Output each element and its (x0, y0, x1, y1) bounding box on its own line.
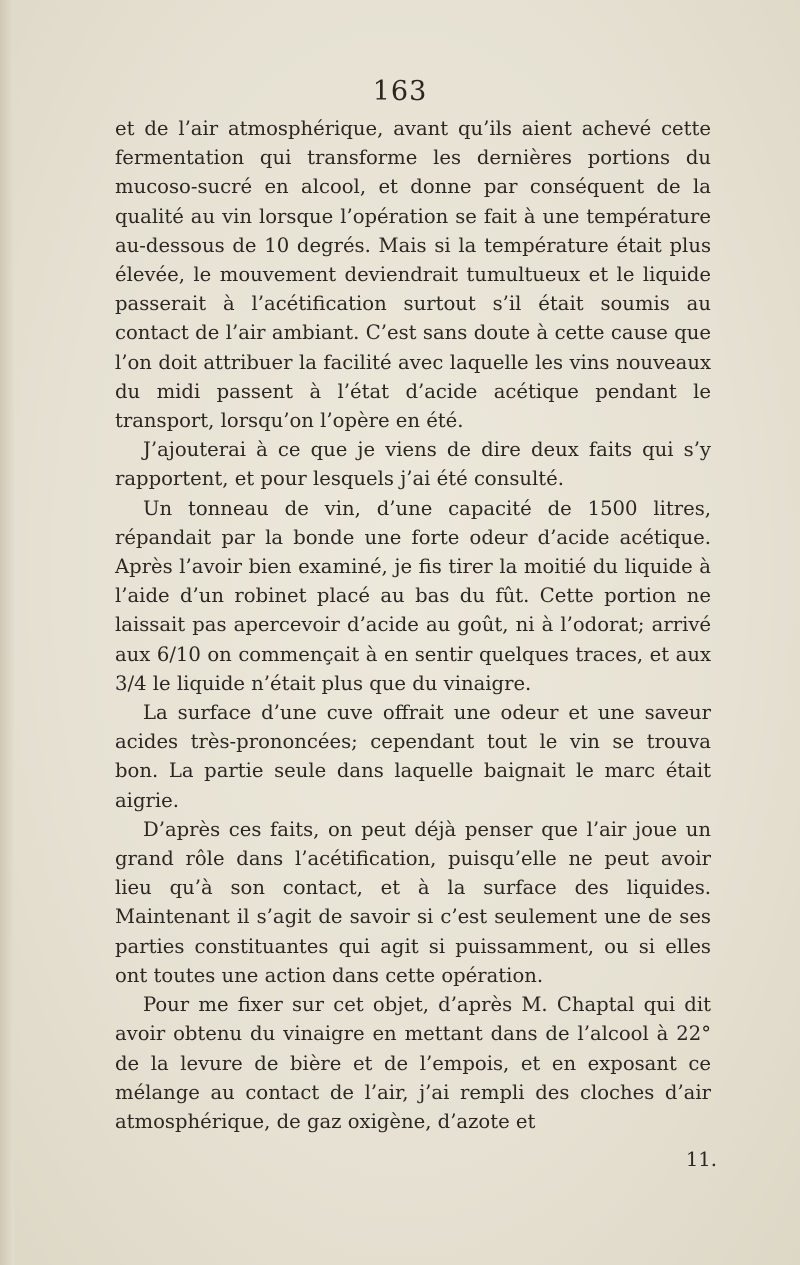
paragraph-3: Un tonneau de vin, d’une capacité de 1500 litres, répandait par la bonde une forte odeur d’acide acétique. Après l’avoir bien examiné, je fis tirer la moitié du liquide à l’aide d’un robinet placé au bas du fût. Cette portion ne laissait pas apercevoir d’acide au goût, ni à l’odorat; arrivé aux 6/10 on commençait à en sentir quelques traces, et aux 3/4 le liquide n’était plus que du vinaigre. (115, 496, 711, 695)
paragraph-2: J’ajouterai à ce que je viens de dire deux faits qui s’y rapportent, et pour lesquels j’ai été consulté. (115, 438, 711, 491)
paragraph-5: D’après ces faits, on peut déjà penser que l’air joue un grand rôle dans l’acétification, puisqu’elle ne peut avoir lieu qu’à son contact, et à la surface des liquides. Maintenant il s’agit de savoir si c’est seulement une de ses parties constituantes qui agit si puissamment, ou si elles ont toutes une action dans cette opération. (115, 817, 711, 987)
paragraph-1: et de l’air atmosphérique, avant qu’ils aient achevé cette fermentation qui transforme les dernières portions du mucoso-sucré en alcool, et donne par conséquent de la qualité au vin lorsque l’opération se fait à une température au-dessous de 10 degrés. Mais si la température était plus élevée, le mouvement deviendrait tumultueux et le liquide passerait à l’acétification surtout s’il était soumis au contact de l’air ambiant. C’est sans doute à cette cause que l’on doit attribuer la facilité avec laquelle les vins nouveaux du midi passent à l’état d’acide acétique pendant le transport, lorsqu’on l’opère en été. (115, 117, 711, 433)
body-text (115, 114, 711, 1136)
page-gutter-edge (0, 0, 14, 1265)
page-number: 163 (372, 76, 428, 107)
paragraph-6: Pour me fixer sur cet objet, d’après M. Chaptal qui dit avoir obtenu du vinaigre en mettant dans de l’alcool à 22° de la levure de bière et de l’empois, et en exposant ce mélange au contact de l’air, j’ai rempli des cloches d’air atmosphérique, de gaz oxigène, d’azote et (115, 993, 711, 1133)
paragraph-4: La surface d’une cuve offrait une odeur et une saveur acides très-prononcées; cependant tout le vin se trouva bon. La partie seule dans laquelle baignait le marc était aigrie. (115, 701, 711, 812)
signature-mark: 11. (685, 1148, 717, 1171)
